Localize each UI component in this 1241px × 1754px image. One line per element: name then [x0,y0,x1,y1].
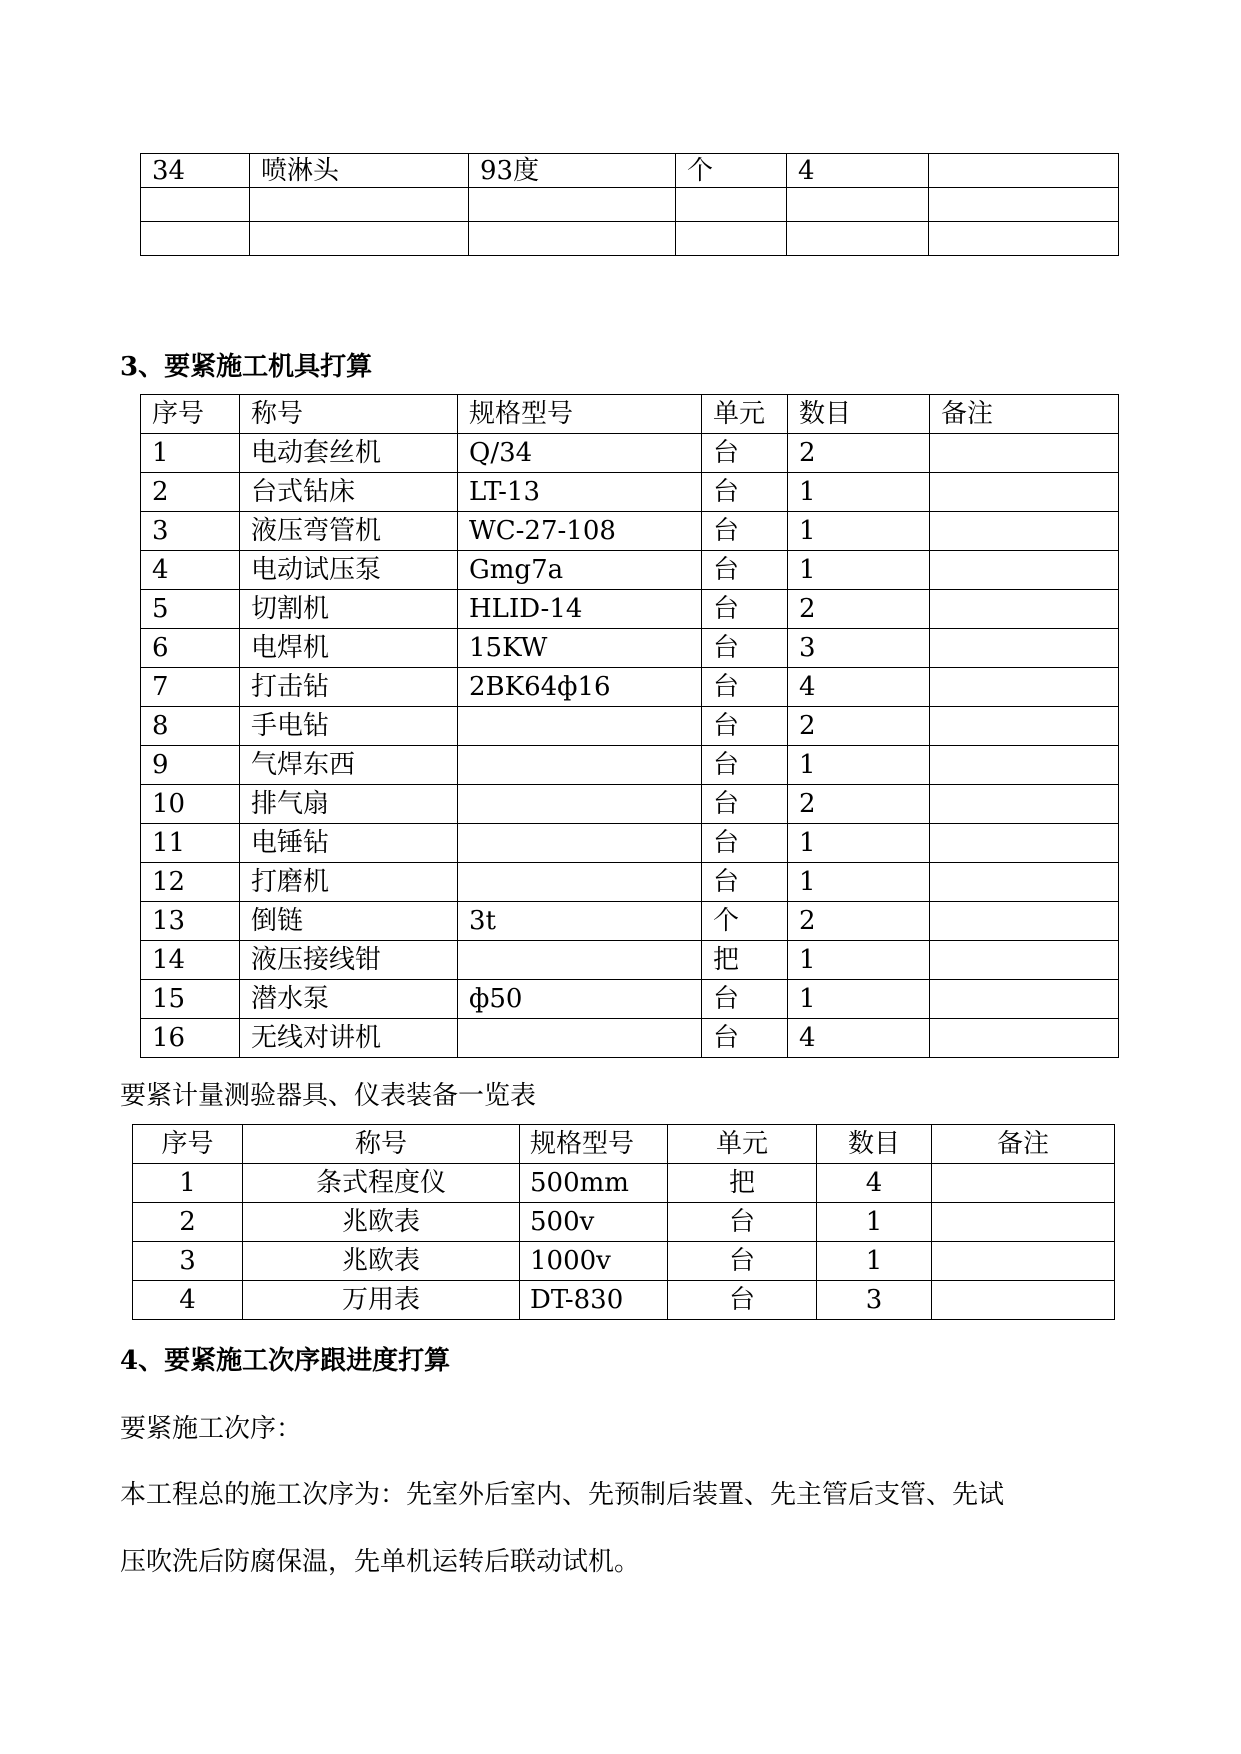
table-row [141,980,1119,1019]
table-cell: WC-27-108 [458,512,702,551]
table-cell: 台 [702,590,788,629]
meters-table [132,1124,1115,1320]
table-cell: 1 [788,512,930,551]
table-cell: 排气扇 [240,785,458,824]
construction-order-paragraph-line-2: 压吹洗后防腐保温，先单机运转后联动试机。 [120,1547,641,1577]
table-cell [458,1019,702,1058]
table-cell [930,902,1119,941]
table-cell [930,941,1119,980]
table-cell: 兆欧表 [243,1242,520,1281]
table-cell [929,188,1119,222]
table-cell: 2 [788,707,930,746]
table-cell: 台式钻床 [240,473,458,512]
table-cell: 条式程度仪 [243,1164,520,1203]
table-cell: 4 [788,668,930,707]
table-cell [929,222,1119,256]
materials-table-continuation [140,153,1119,256]
table-cell: 台 [668,1281,817,1320]
table-cell: 数目 [817,1125,932,1164]
table-cell: 液压接线钳 [240,941,458,980]
table-cell: 1 [817,1242,932,1281]
table-cell [930,746,1119,785]
table-cell: 2 [788,785,930,824]
table-row [141,863,1119,902]
table-row [141,707,1119,746]
table-cell: 数目 [788,395,930,434]
table-header-row [133,1125,1115,1164]
table-cell: 无线对讲机 [240,1019,458,1058]
table-cell [458,707,702,746]
table-cell: 5 [141,590,240,629]
table-row [133,1281,1115,1320]
table-cell [930,668,1119,707]
table-row [141,746,1119,785]
table-cell: 电锤钻 [240,824,458,863]
table-row [141,434,1119,473]
table-cell: 手电钻 [240,707,458,746]
table-cell: 2 [788,434,930,473]
table-cell [458,785,702,824]
table-cell: 把 [702,941,788,980]
table-cell: 1 [788,473,930,512]
table-cell [141,222,250,256]
table-cell: 2 [141,473,240,512]
table-cell: 4 [133,1281,243,1320]
table-row [141,551,1119,590]
table-row [133,1203,1115,1242]
table-cell: 序号 [133,1125,243,1164]
table-row [141,629,1119,668]
table-row [133,1164,1115,1203]
table-cell: 3 [788,629,930,668]
table-cell: Q/34 [458,434,702,473]
table-cell [932,1164,1115,1203]
table-cell: 单元 [668,1125,817,1164]
table-cell [932,1281,1115,1320]
table-cell [458,941,702,980]
table-row [141,512,1119,551]
table-cell: 4 [787,154,929,188]
table-cell: 1 [788,551,930,590]
table-cell: Gmg7a [458,551,702,590]
table-cell: 台 [702,512,788,551]
table-row [141,824,1119,863]
table-cell: 万用表 [243,1281,520,1320]
table-cell: DT-830 [520,1281,668,1320]
table-cell: 3 [141,512,240,551]
table-row [141,154,1119,188]
table-cell: 喷淋头 [250,154,469,188]
section-4-heading: 4、要紧施工次序跟进度打算 [120,1346,451,1376]
table-cell: 4 [817,1164,932,1203]
table-cell: 93度 [469,154,676,188]
table-cell: 电焊机 [240,629,458,668]
table-cell: 兆欧表 [243,1203,520,1242]
table-cell: 1 [788,824,930,863]
table-cell [930,473,1119,512]
table-row [141,222,1119,256]
table-cell: 500v [520,1203,668,1242]
table-cell: 称号 [243,1125,520,1164]
table-cell: 8 [141,707,240,746]
table-cell [469,188,676,222]
table-cell: 称号 [240,395,458,434]
table-cell: 电动套丝机 [240,434,458,473]
table-cell: 气焊东西 [240,746,458,785]
table-row [141,473,1119,512]
table-cell: 液压弯管机 [240,512,458,551]
table-cell: 台 [702,824,788,863]
table-cell: 规格型号 [458,395,702,434]
table-cell [250,188,469,222]
table-cell: 台 [702,551,788,590]
table-cell [469,222,676,256]
table-cell: HLID-14 [458,590,702,629]
table-cell: 把 [668,1164,817,1203]
table-cell: 台 [702,863,788,902]
table-row [141,590,1119,629]
table-cell [930,824,1119,863]
table-cell: 1 [788,941,930,980]
table-cell [458,746,702,785]
table-cell [787,188,929,222]
table-cell: 9 [141,746,240,785]
table-cell: 倒链 [240,902,458,941]
table-cell: ф50 [458,980,702,1019]
table-cell: 11 [141,824,240,863]
table-header-row [141,395,1119,434]
table-cell [676,188,787,222]
meters-table-body [133,1125,1115,1320]
table-cell [930,1019,1119,1058]
table-cell [930,980,1119,1019]
table-cell: 7 [141,668,240,707]
table-cell [930,785,1119,824]
table-cell [930,707,1119,746]
table-cell: 规格型号 [520,1125,668,1164]
table-cell: 台 [702,629,788,668]
meters-table-caption: 要紧计量测验器具、仪表装备一览表 [120,1081,537,1111]
table-cell: 4 [141,551,240,590]
table-cell: 2BK64ф16 [458,668,702,707]
table-cell [930,551,1119,590]
table-cell: 3 [817,1281,932,1320]
table-cell [929,154,1119,188]
table-cell [930,512,1119,551]
table-cell [676,222,787,256]
table-cell: 1 [788,863,930,902]
table-cell: 1 [817,1203,932,1242]
table-cell: 备注 [932,1125,1115,1164]
table-row [141,941,1119,980]
table-cell: 3t [458,902,702,941]
table-cell: 3 [133,1242,243,1281]
table-cell: 打击钻 [240,668,458,707]
table-cell: 6 [141,629,240,668]
table-cell: 13 [141,902,240,941]
table-cell [930,590,1119,629]
tools-table-body [141,395,1119,1058]
table-cell [141,188,250,222]
table-cell [250,222,469,256]
table-cell: 14 [141,941,240,980]
table-cell: 序号 [141,395,240,434]
table-cell: 34 [141,154,250,188]
table-cell: 10 [141,785,240,824]
table-cell: 潜水泵 [240,980,458,1019]
table-row [141,785,1119,824]
tools-table [140,394,1119,1058]
table-cell: 台 [702,980,788,1019]
table-cell: 打磨机 [240,863,458,902]
table-cell: 1 [133,1164,243,1203]
table-cell: 台 [668,1203,817,1242]
table-cell: 切割机 [240,590,458,629]
table-cell: 16 [141,1019,240,1058]
table-cell [930,434,1119,473]
materials-table-body [141,154,1119,256]
table-cell: 台 [702,1019,788,1058]
table-cell [458,863,702,902]
table-cell [930,629,1119,668]
table-cell [787,222,929,256]
table-cell: 台 [702,473,788,512]
table-cell: 台 [668,1242,817,1281]
construction-order-label: 要紧施工次序： [120,1414,303,1444]
table-cell: LT-13 [458,473,702,512]
table-cell: 15KW [458,629,702,668]
table-cell [932,1242,1115,1281]
table-cell: 台 [702,785,788,824]
table-cell: 台 [702,746,788,785]
construction-order-paragraph-line-1: 本工程总的施工次序为：先室外后室内、先预制后装置、先主管后支管、先试 [120,1480,1005,1510]
table-cell: 台 [702,707,788,746]
table-cell: 4 [788,1019,930,1058]
table-cell: 1 [788,980,930,1019]
table-cell: 单元 [702,395,788,434]
table-cell: 15 [141,980,240,1019]
table-cell: 台 [702,434,788,473]
table-cell: 1000v [520,1242,668,1281]
table-cell: 个 [676,154,787,188]
table-cell: 1 [788,746,930,785]
table-row [133,1242,1115,1281]
table-row [141,188,1119,222]
section-3-heading: 3、要紧施工机具打算 [120,352,373,382]
table-cell: 1 [141,434,240,473]
table-cell: 个 [702,902,788,941]
table-cell: 2 [788,590,930,629]
table-cell: 12 [141,863,240,902]
table-row [141,1019,1119,1058]
table-cell: 备注 [930,395,1119,434]
table-cell: 2 [133,1203,243,1242]
table-cell: 500mm [520,1164,668,1203]
table-row [141,902,1119,941]
table-cell: 电动试压泵 [240,551,458,590]
table-cell: 2 [788,902,930,941]
table-cell [930,863,1119,902]
table-cell [932,1203,1115,1242]
table-cell [458,824,702,863]
table-row [141,668,1119,707]
table-cell: 台 [702,668,788,707]
